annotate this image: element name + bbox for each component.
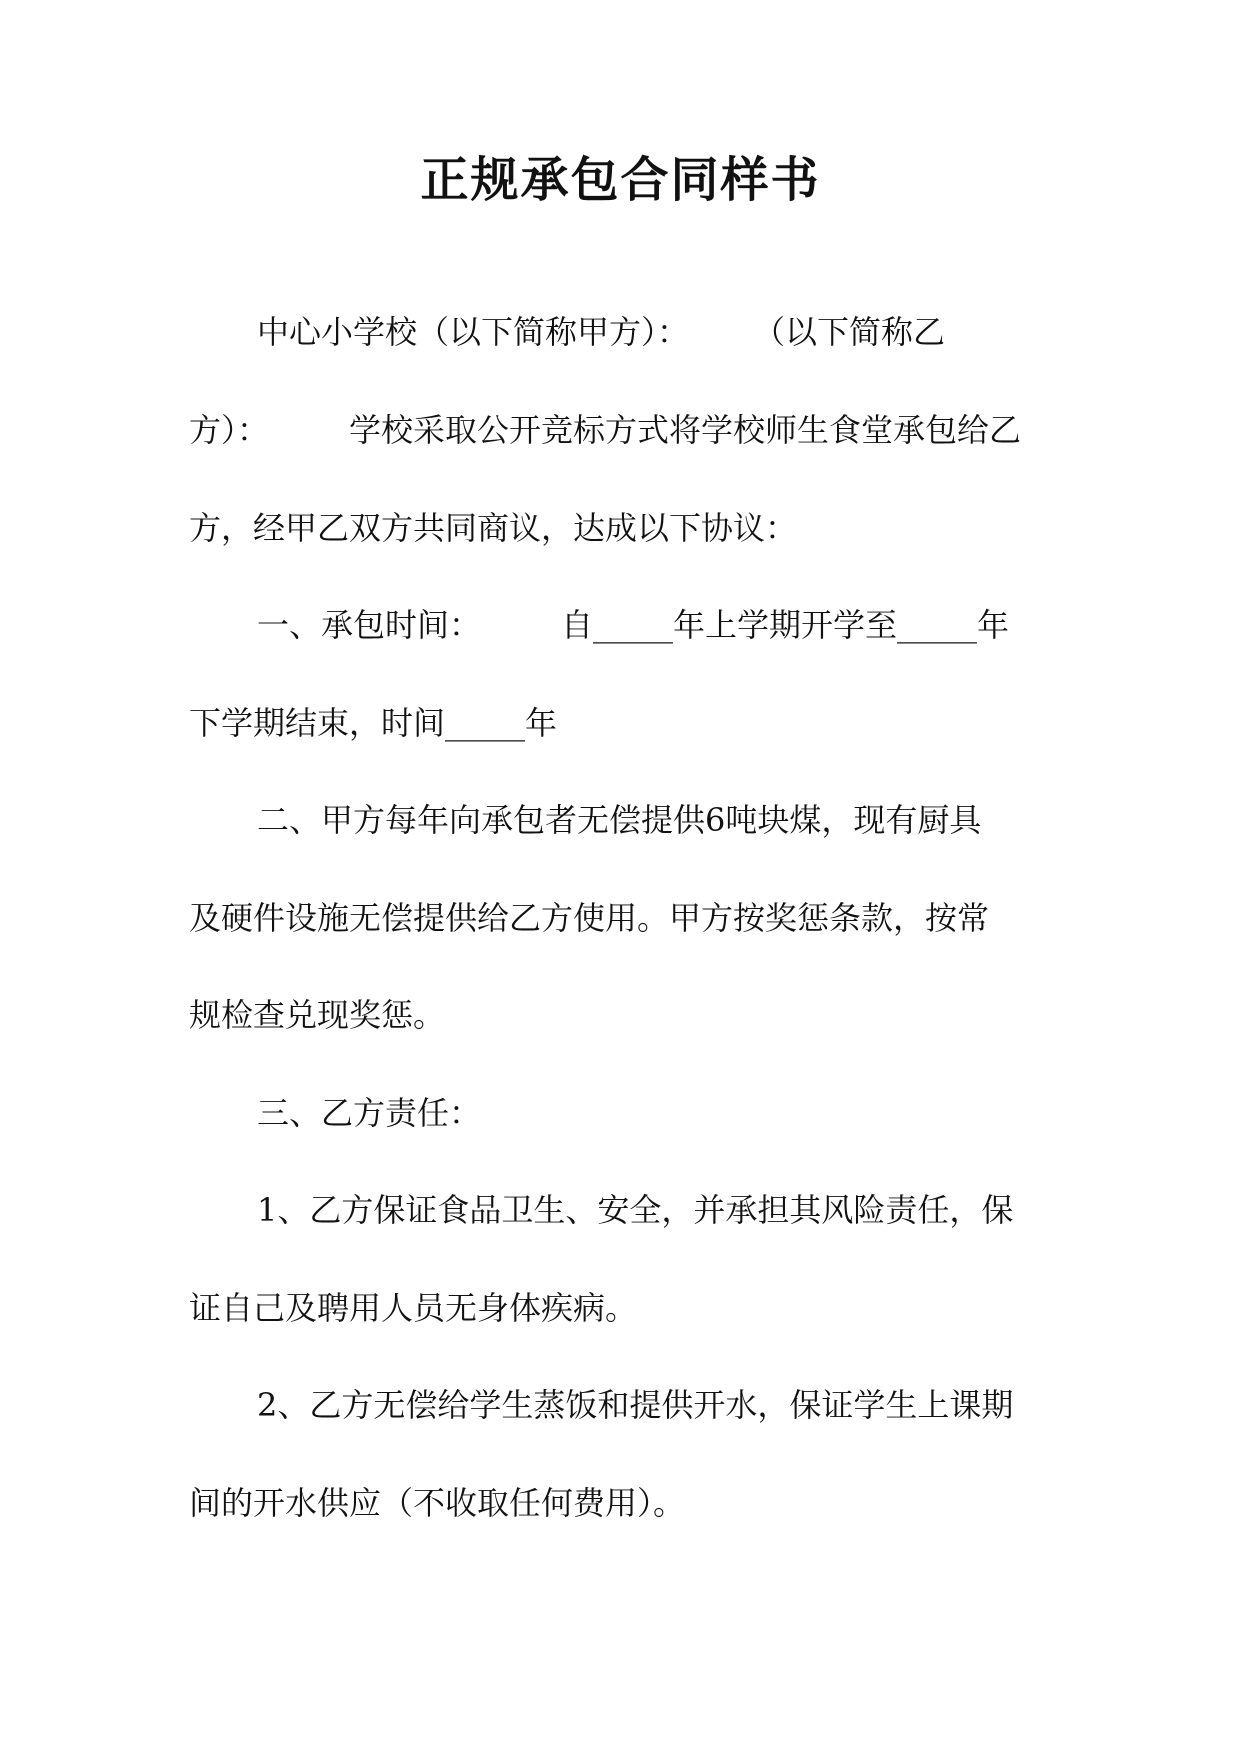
clause-1-contract-period: 一、承包时间： 自_____年上学期开学至_____年 (257, 606, 1010, 644)
clause-3-item-1-cont: 证自己及聘用人员无身体疾病。 (189, 1289, 638, 1327)
paragraph-line-parties: 中心小学校（以下简称甲方）： （以下简称乙 (257, 313, 946, 351)
clause-3-item-2: 2、乙方无偿给学生蒸饭和提供开水，保证学生上课期 (257, 1386, 1014, 1424)
clause-2-party-a-provision-cont: 及硬件设施无偿提供给乙方使用。甲方按奖惩条款，按常 (189, 899, 990, 937)
paragraph-line-agreement: 方，经甲乙双方共同商议，达成以下协议： (189, 509, 798, 547)
paragraph-line-parties-cont: 方）： 学校采取公开竞标方式将学校师生食堂承包给乙 (189, 411, 1022, 449)
clause-3-item-2-cont: 间的开水供应（不收取任何费用）。 (189, 1484, 686, 1522)
clause-1-contract-period-cont: 下学期结束，时间_____年 (189, 704, 558, 742)
clause-2-party-a-provision-end: 规检查兑现奖惩。 (189, 996, 446, 1034)
clause-3-item-1: 1、乙方保证食品卫生、安全，并承担其风险责任，保 (257, 1191, 1014, 1229)
document-title: 正规承包合同样书 (420, 152, 821, 208)
clause-3-heading: 三、乙方责任： (257, 1094, 482, 1132)
clause-2-party-a-provision: 二、甲方每年向承包者无偿提供6吨块煤，现有厨具 (257, 801, 982, 839)
